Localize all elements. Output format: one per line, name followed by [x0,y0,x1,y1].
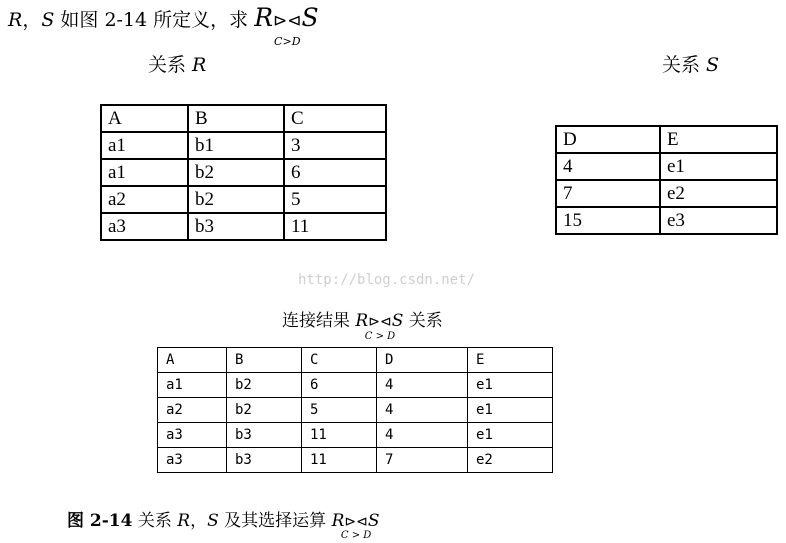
join-condition: C>D [274,35,301,48]
header-cell: A [158,348,227,373]
caption-text: 关系 [132,511,178,531]
table-row [101,159,386,186]
table-header-row [556,126,777,153]
table-cell: e1 [660,153,777,180]
relation-s-title [662,50,719,77]
table-cell: a2 [101,186,188,213]
problem-text: 如图 2-14 所定义，求 [54,9,255,31]
table-cell: 11 [302,448,377,473]
comma: ， [190,511,208,531]
join-condition: C > D [364,331,396,342]
join-operator [340,511,372,541]
comma: ， [22,9,42,31]
relation-s-table [555,125,778,235]
header-cell: C [284,105,386,132]
header-cell: B [188,105,284,132]
table-cell: a1 [101,159,188,186]
table-cell: b2 [227,398,302,423]
table-cell: 6 [284,159,386,186]
table-cell: 7 [377,448,468,473]
table-cell: 15 [556,207,660,234]
header-cell: E [660,126,777,153]
table-cell: b1 [188,132,284,159]
table-cell: b3 [188,213,284,240]
table-cell: 7 [556,180,660,207]
watermark: http://blog.csdn.net/ [298,272,476,288]
join-condition: C > D [340,530,372,541]
table-cell: b3 [227,423,302,448]
figure-caption [67,506,380,541]
relation-s-ref: S [41,9,55,31]
table-cell: 4 [377,373,468,398]
table-row [101,213,386,240]
table-cell: a1 [101,132,188,159]
table-row [158,373,553,398]
table-row [158,448,553,473]
table-row [101,186,386,213]
join-left-operand: R [355,311,369,331]
relation-r-title-name: R [192,54,207,76]
join-title-prefix: 连接结果 [282,311,356,331]
table-cell: e1 [468,423,553,448]
header-cell: A [101,105,188,132]
relation-r-title [148,50,206,77]
relation-s-title-name: S [706,54,720,76]
table-cell: 6 [302,373,377,398]
table-cell: b2 [188,186,284,213]
header-cell: B [227,348,302,373]
join-right-operand: S [367,511,380,531]
join-result-title [282,306,443,342]
table-cell: 5 [284,186,386,213]
join-right-operand: S [391,311,404,331]
table-row [101,132,386,159]
join-title-suffix: 关系 [403,311,443,331]
table-cell: b3 [227,448,302,473]
table-cell: 4 [377,398,468,423]
table-cell: 11 [284,213,386,240]
problem-statement [8,3,319,48]
table-cell: 4 [556,153,660,180]
table-cell: a3 [158,448,227,473]
join-symbol: ⊳⊲ [344,514,368,530]
table-header-row [101,105,386,132]
table-row [556,207,777,234]
table-cell: b2 [227,373,302,398]
join-operator [364,311,396,342]
table-row [158,423,553,448]
relation-r-ref: R [8,9,23,31]
figure-number: 图 2-14 [67,511,133,531]
join-symbol: ⊳⊲ [368,314,392,330]
table-cell: e1 [468,398,553,423]
join-left-operand: R [331,511,345,531]
table-row [556,153,777,180]
table-cell: e1 [468,373,553,398]
relation-r-ref: R [177,511,191,531]
table-cell: e2 [660,180,777,207]
table-row [556,180,777,207]
relation-s-title-text: 关系 [662,54,707,76]
join-right-operand: S [301,3,319,32]
header-cell: C [302,348,377,373]
relation-s-ref: S [207,511,219,531]
caption-text-2: 及其选择运算 [218,511,332,531]
table-cell: a1 [158,373,227,398]
table-cell: 3 [284,132,386,159]
join-operator [273,6,302,48]
table-row [158,398,553,423]
table-cell: a2 [158,398,227,423]
header-cell: E [468,348,553,373]
table-cell: e3 [660,207,777,234]
table-cell: e2 [468,448,553,473]
table-cell: a3 [158,423,227,448]
table-cell: b2 [188,159,284,186]
table-cell: a3 [101,213,188,240]
join-symbol: ⊳⊲ [273,11,302,31]
relation-r-table [100,104,387,241]
table-header-row [158,348,553,373]
join-left-operand: R [254,3,274,32]
header-cell: D [556,126,660,153]
table-cell: 5 [302,398,377,423]
join-result-table [157,347,553,473]
header-cell: D [377,348,468,373]
relation-r-title-text: 关系 [148,54,193,76]
table-cell: 4 [377,423,468,448]
table-cell: 11 [302,423,377,448]
